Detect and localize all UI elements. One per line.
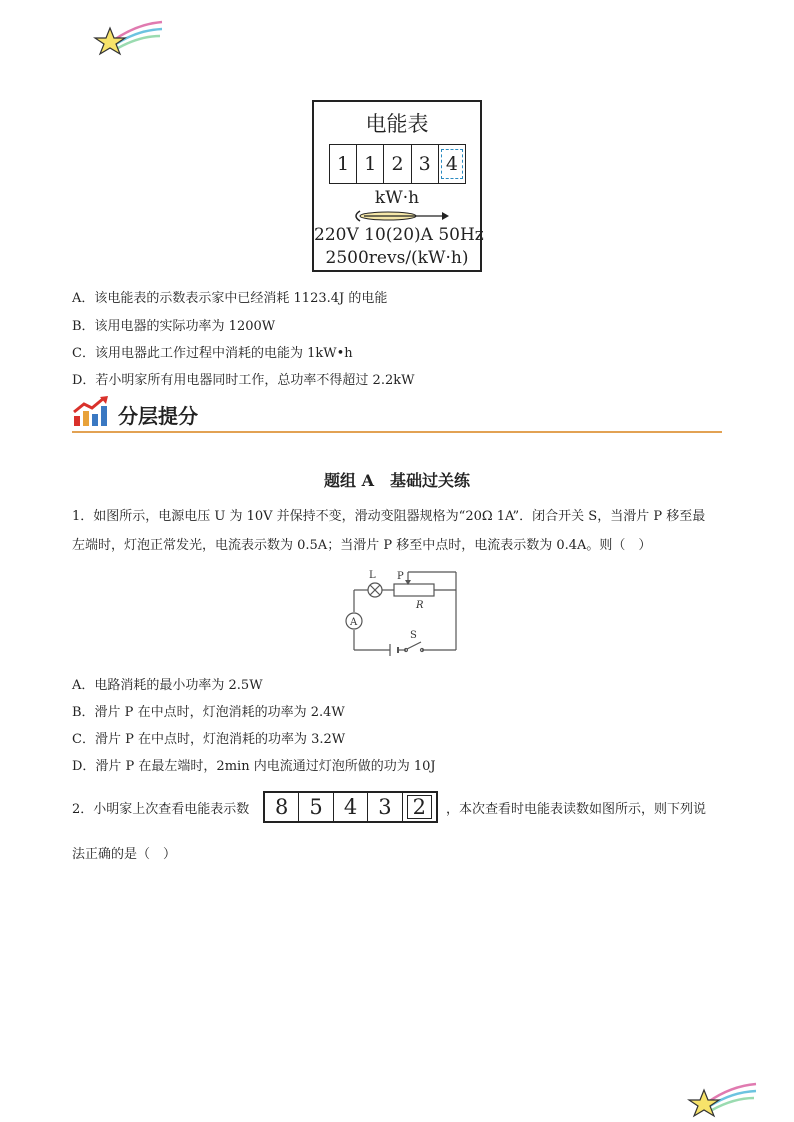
q2-digit: 5 [299, 793, 333, 821]
electricity-meter-figure [312, 100, 482, 272]
prev-option-d: D．若小明家所有用电器同时工作，总功率不得超过 2.2kW [72, 373, 415, 388]
meter-title: 电能表 [365, 112, 429, 136]
q2-digit-decimal: 2 [403, 793, 436, 821]
shooting-star-icon-top [92, 16, 164, 58]
meter-unit: kW·h [374, 188, 420, 208]
q1-option-c: C．滑片 P 在中点时，灯泡消耗的功率为 3.2W [72, 732, 346, 747]
circuit-label-resistor: R [416, 600, 424, 611]
q2-digit: 3 [368, 793, 402, 821]
meter-spec: 220V 10(20)A 50Hz [314, 225, 484, 245]
meter-digits [329, 144, 466, 184]
meter-digit: 3 [412, 145, 439, 183]
meter-rate: 2500revs/(kW·h) [325, 248, 469, 268]
q1-option-d: D．滑片 P 在最左端时，2min 内电流通过灯泡所做的功为 10J [72, 759, 436, 774]
prev-option-c: C．该用电器此工作过程中消耗的电能为 1kW•h [72, 346, 353, 361]
circuit-label-slider: P [397, 571, 404, 582]
meter-digit: 2 [384, 145, 411, 183]
section-divider [72, 431, 722, 433]
circuit-diagram [338, 566, 458, 660]
shooting-star-icon-bottom [686, 1078, 758, 1120]
meter-digit: 1 [330, 145, 357, 183]
q1-stem-line2: 左端时，灯泡正常发光，电流表示数为 0.5A；当滑片 P 移至中点时，电流表示数为 0.4A。则（ ） [72, 538, 652, 553]
meter-digit-decimal: 4 [439, 145, 465, 183]
q2-digit: 8 [265, 793, 299, 821]
q1-option-b: B．滑片 P 在中点时，灯泡消耗的功率为 2.4W [72, 705, 345, 720]
q1-stem-line1: 1．如图所示，电源电压 U 为 10V 并保持不变，滑动变阻器规格为“20Ω 1A”．闭合开关 S，当滑片 P 移至最 [72, 509, 706, 524]
q2-meter-reading [263, 791, 438, 823]
prev-option-b: B．该用电器的实际功率为 1200W [72, 319, 276, 334]
circuit-label-lamp: L [369, 570, 376, 581]
meter-digit: 1 [357, 145, 384, 183]
meter-rotor-icon [350, 208, 450, 224]
prev-option-a: A．该电能表的示数表示家中已经消耗 1123.4J 的电能 [72, 291, 388, 306]
rising-chart-logo-icon [72, 396, 110, 428]
q2-digit: 4 [334, 793, 368, 821]
circuit-label-switch: S [410, 630, 417, 641]
q2-stem-line2: 法正确的是（ ） [72, 847, 177, 862]
q1-option-a: A．电路消耗的最小功率为 2.5W [72, 678, 263, 693]
q2-stem-prefix: 2．小明家上次查看电能表示数 [72, 802, 250, 817]
circuit-label-ammeter: A [350, 617, 358, 628]
group-title: 题组 A 基础过关练 [324, 471, 470, 490]
q2-stem-suffix: ，本次查看时电能表读数如图所示，则下列说 [446, 802, 707, 817]
section-title: 分层提分 [118, 404, 198, 428]
